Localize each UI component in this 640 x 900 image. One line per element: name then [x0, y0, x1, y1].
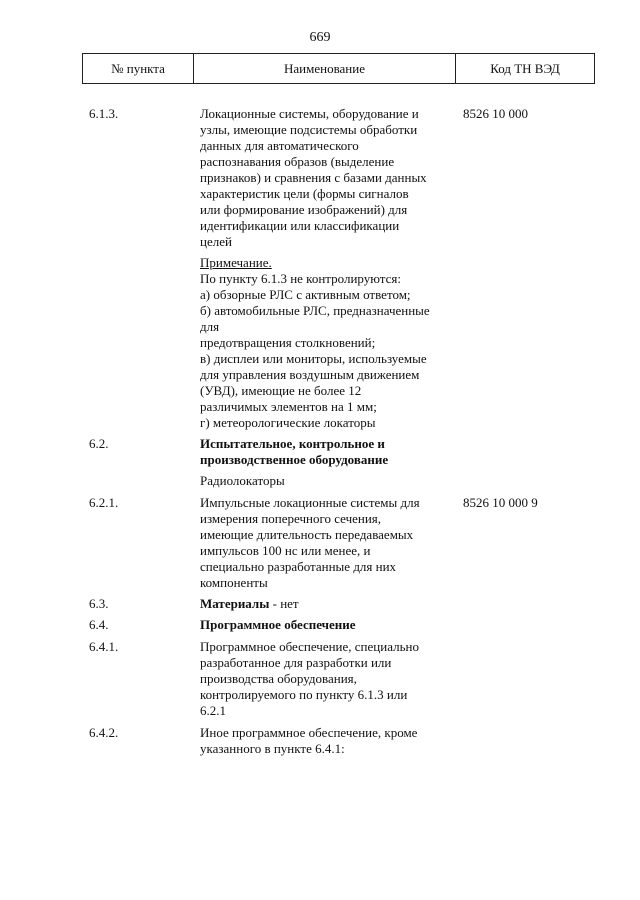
- header-code: Код ТН ВЭД: [490, 60, 560, 76]
- text-line: характеристик цели (формы сигналов: [200, 186, 409, 201]
- item-number: 6.4.: [89, 617, 109, 632]
- text-line: контролируемого по пункту 6.1.3 или: [200, 687, 408, 702]
- text-line: Радиолокаторы: [200, 473, 285, 488]
- header-name: Наименование: [194, 54, 456, 83]
- text-line: данных для автоматического: [200, 138, 359, 153]
- text-line: целей: [200, 234, 232, 249]
- text-line: Иное программное обеспечение, кроме: [200, 725, 418, 740]
- text-line: распознавания образов (выделение: [200, 154, 395, 169]
- item-name: [200, 495, 455, 591]
- text-line: в) дисплеи или мониторы, используемые: [200, 351, 427, 366]
- text-line: измерения поперечного сечения,: [200, 511, 382, 526]
- text-line: производственное оборудование: [200, 452, 389, 467]
- text-line: (УВД), имеющие не более 12: [200, 383, 362, 398]
- text-line: а) обзорные РЛС с активным ответом;: [200, 287, 411, 302]
- text-line: Локационные системы, оборудование и: [200, 106, 419, 121]
- item-code: 8526 10 000 9: [463, 495, 538, 510]
- item-name: [200, 106, 455, 250]
- item-number: 6.3.: [89, 596, 109, 611]
- text-line: Импульсные локационные системы для: [200, 495, 420, 510]
- item-number: 6.2.1.: [89, 495, 119, 510]
- text-line: узлы, имеющие подсистемы обработки: [200, 122, 418, 137]
- item-name: [200, 473, 455, 489]
- header-item-number: № пункта: [83, 54, 194, 83]
- text-line: предотвращения столкновений;: [200, 335, 376, 350]
- text-line: Программное обеспечение: [200, 617, 356, 632]
- text-line: для: [200, 319, 220, 334]
- item-number: 6.2.: [89, 436, 109, 451]
- section-status: - нет: [269, 596, 299, 611]
- text-line: импульсов 100 нс или менее, и: [200, 543, 371, 558]
- text-line: Программное обеспечение, специально: [200, 639, 419, 654]
- note-text: [200, 255, 455, 431]
- section-title: [200, 617, 455, 633]
- text-line: для управления воздушным движением: [200, 367, 420, 382]
- text-line: разработанное для разработки или: [200, 655, 392, 670]
- item-name: [200, 596, 455, 612]
- text-line: Испытательное, контрольное и: [200, 436, 385, 451]
- section-title: Материалы: [200, 596, 270, 611]
- item-name: [200, 639, 455, 719]
- text-line: специально разработанные для них: [200, 559, 397, 574]
- text-line: г) метеорологические локаторы: [200, 415, 376, 430]
- text-line: производства оборудования,: [200, 671, 357, 686]
- page-number: 669: [309, 30, 331, 45]
- text-line: указанного в пункте 6.4.1:: [200, 741, 345, 756]
- text-line: 6.2.1: [200, 703, 226, 718]
- item-number: 6.1.3.: [89, 106, 119, 121]
- text-line: б) автомобильные РЛС, предназначенные: [200, 303, 430, 318]
- text-line: По пункту 6.1.3 не контролируются:: [200, 271, 401, 286]
- section-title: [200, 436, 455, 468]
- text-line: различимых элементов на 1 мм;: [200, 399, 377, 414]
- text-line: компоненты: [200, 575, 268, 590]
- item-number: 6.4.2.: [89, 725, 119, 740]
- item-name: [200, 725, 455, 757]
- text-line: идентификации или классификации: [200, 218, 400, 233]
- item-code: 8526 10 000: [463, 106, 528, 121]
- note-title: Примечание.: [200, 255, 272, 270]
- text-line: признаков) и сравнения с базами данных: [200, 170, 427, 185]
- text-line: имеющие длительность передаваемых: [200, 527, 414, 542]
- text-line: или формирование изображений) для: [200, 202, 408, 217]
- table-header: [82, 53, 595, 84]
- item-number: 6.4.1.: [89, 639, 119, 654]
